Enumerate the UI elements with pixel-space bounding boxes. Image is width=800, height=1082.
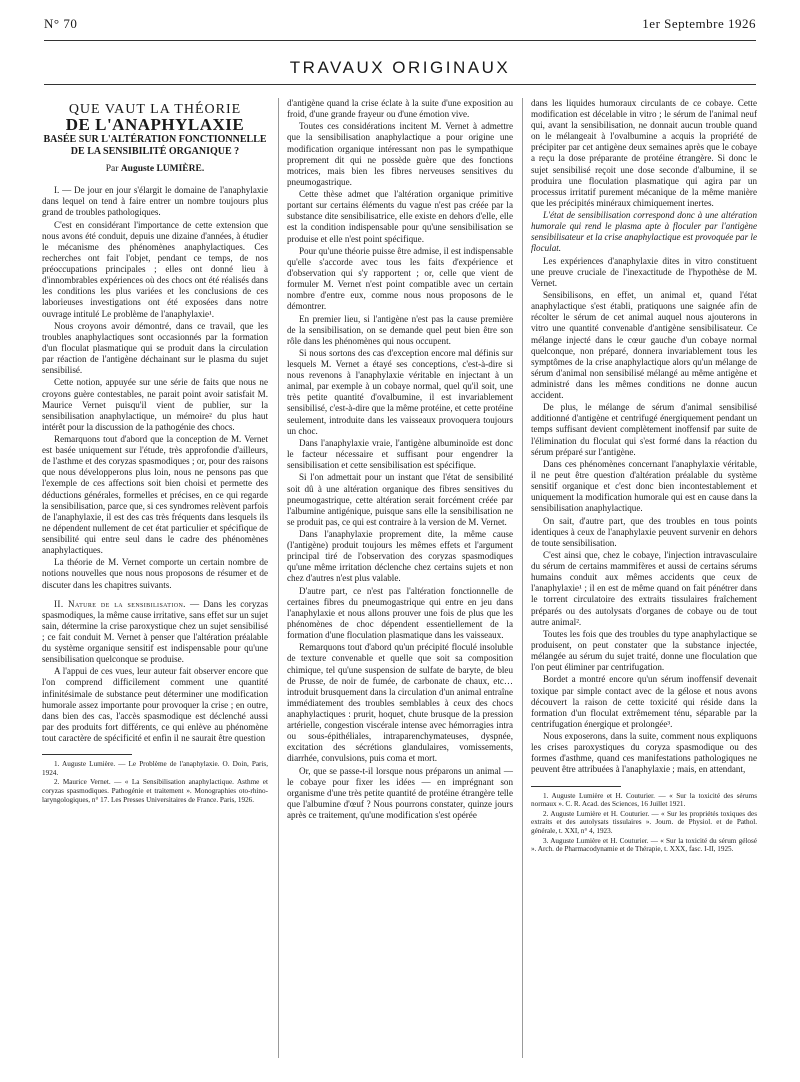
paragraph: Dans l'anaphylaxie vraie, l'antigène albuminoïde est donc le facteur nécessaire et suffisant pour engendrer la sensibilisation et cette sensibilisation est spécifique. — [287, 437, 513, 471]
paragraph: Toutes ces considérations incitent M. Vernet à admettre que la sensibilisation anaphylactique a pour origine une modification organique intéressant non pas le sympathique proprement dit qui ne possède guère que des fonctions motrices, mais bien les fibres nerveuses sensitives du pneumogastrique. — [287, 121, 513, 187]
footnote: 2. Maurice Vernet. — « La Sensibilisation anaphylactique. Asthme et coryzas spasmodiques. Pathogénie et traitement ». Monographies oto-rhino-laryngologiques, n° 17. Les Presses Universitaires de France. Paris, 1926. — [42, 778, 268, 804]
paragraph: C'est ainsi que, chez le cobaye, l'injection intravasculaire du sérum de certains mammifères et aussi de certains sérums humains conduit aux mêmes accidents que ceux de l'anaphylaxie¹ ; il en est de même quand on fait pénétrer dans le torrent circulatoire des extraits tissulaires fraîchement préparés ou des autolysats d'organes de cobaye ou de tout autre animal². — [531, 550, 757, 627]
paragraph: De plus, le mélange de sérum d'animal sensibilisé additionné d'antigène et centrifugé énergiquement pendant un temps suffisant devient complètement inoffensif par suite de l'élimination du floculat qui s'est formé dans la réaction du sérum préparé sur l'antigène. — [531, 402, 757, 457]
footnote: 1. Auguste Lumière et H. Couturier. — « Sur la toxicité des sérums normaux ». C. R. Acad. des Sciences, 16 Juillet 1921. — [531, 791, 757, 809]
footnote-rule — [531, 786, 621, 787]
footnote: 3. Auguste Lumière et H. Couturier. — « Sur la toxicité du sérum gélosé ». Arch. de Pharmacodynamie et de Thérapie, t. XXX, fasc. I-II, 1925. — [531, 836, 757, 854]
paragraph: D'autre part, ce n'est pas l'altération fonctionnelle de certaines fibres du pneumogastrique qui entre en jeu dans l'anaphylaxie et nous allons prouver une fois de plus que les phénomènes de choc dépendent essentiellement de la formation d'une floculation plasmatique dans les vaisseaux. — [287, 585, 513, 641]
paragraph: Remarquons tout d'abord qu'un précipité floculé insoluble de texture convenable et quelle que soit sa composition chimique, tel qu'une suspension de sulfate de baryte, de bleu de Prusse, de noir de fumée, de carbonate de chaux, etc… introduit brusquement dans la circulation d'un animal entraîne immédiatement des troubles semblables à ceux des chocs anaphylactiques : prurit, hoquet, chute brusque de la pression artérielle, congestion viscérale intense avec hémorragies intra ou sous-épithéliales, intraparenchymateuses, dyspnée, excitation des sécrétions glandulaires, vomissements, diarrhée, convulsions, puis coma et mort. — [287, 642, 513, 764]
section-heading: II. Nature de la sensibilisation. — [54, 598, 186, 609]
paragraph: I. — De jour en jour s'élargit le domaine de l'anaphylaxie dans lequel on tend à faire entrer un nombre toujours plus grand de troubles pathologiques. — [42, 185, 268, 218]
paragraph: Sensibilisons, en effet, un animal et, quand l'état anaphylactique s'est établi, pratiquons une saignée afin de récolter le sérum de cet animal auquel nous ajouterons in vitro une quantité convenable d'antigène sensibilisateur. Ce mélange injecté dans le cœur gauche d'un cobaye normal quelconque, non préparé, donnera invariablement tous les symptômes de la crise anaphylactique alors qu'un mélange de sérum d'animal non sensibilisé mélangé au même antigène et administré dans les mêmes conditions ne donne aucun accident. — [531, 290, 757, 400]
section-title: TRAVAUX ORIGINAUX — [289, 58, 511, 77]
issue-number: N° 70 — [44, 16, 78, 31]
column-3 — [531, 98, 757, 854]
article-title-line-1: QUE VAUT LA THÉORIE — [68, 102, 242, 117]
paragraph: La théorie de M. Vernet comporte un certain nombre de notions nouvelles que nous nous proposons de résumer et de discuter dans les chapitres suivants. — [42, 557, 268, 590]
column-2 — [287, 98, 513, 821]
paragraph: Dans l'anaphylaxie proprement dite, la même cause (l'antigène) produit toujours les mêmes effets et l'argument principal tiré de l'observation des coryzas spasmodiques qu'une même irritation déclenche chez certains sujets et non chez d'autres n'est plus valable. — [287, 529, 513, 584]
paragraph: En premier lieu, si l'antigène n'est pas la cause première de la sensibilisation, on se demande quel peut bien être son rôle dans les phénomènes qui nous occupent. — [287, 313, 513, 346]
paragraph: Dans ces phénomènes concernant l'anaphylaxie véritable, il ne peut être question d'altération préalable du système sensitif organique et c'est donc bien incontestablement et uniquement la modification humorale qui est en cause dans la sensibilisation anaphylactique. — [531, 458, 757, 514]
paragraph: Les expériences d'anaphylaxie dites in vitro constituent une preuve cruciale de l'inexactitude de l'hypothèse de M. Vernet. — [531, 255, 757, 288]
paragraph: Nous exposerons, dans la suite, comment nous expliquons les crises paroxystiques du coryza spasmodique ou des formes d'asthme, quand ces manifestations pathologiques ne peuvent être attribuées à l'anaphylaxie ; mais, en attendant, — [531, 731, 757, 775]
column-divider — [522, 98, 523, 1058]
paragraph: Remarquons tout d'abord que la conception de M. Vernet est basée uniquement sur l'étude, très approfondie d'ailleurs, de l'asthme et des coryzas spasmodiques ; or, pour des raisons que nous développerons plus loin, nous ne pensons pas que l'exemple de ces affections soit bien choisi et permette des déductions générales, formelles et précises, en ce qui regarde la sensibilisation, parce que, si ces syndromes relèvent parfois de l'anaphylaxie, il est des cas très fréquents dans lesquels ils ne dépendent nullement de cet état particulier et spécifique de sensibilité qui entre seul dans le cadre des phénomènes anaphylactiques. — [42, 434, 268, 556]
issue-date: 1er Septembre 1926 — [642, 16, 756, 31]
paragraph: Or, que se passe-t-il lorsque nous préparons un animal — le cobaye pour fixer les idées — en imprégnant son organisme d'une très petite quantité de protéine étrangère telle que l'albumine d'œuf ? Nous pourrons constater, quinze jours après ce traitement, qu'une modification s'est opérée — [287, 765, 513, 820]
article-author: Par Auguste LUMIÈRE. — [105, 164, 205, 175]
paragraph: A l'appui de ces vues, leur auteur fait observer encore que l'on comprend difficilement comment une quantité infinitésimale de substance peut déterminer une modification humorale assez importante pour provoquer la crise ; en outre, dans bien des cas, l'accès spasmodique est déclenché aussi par des produits fort différents, ce qui enlève au phénomène tout caractère de spécificité et enfin il ne saurait être question — [42, 666, 268, 743]
paragraph: Si l'on admettait pour un instant que l'état de sensibilité soit dû à une altération organique des fibres sensitives du pneumogastrique, cette altération serait forcément créée par l'albumine antigénique, puisque sans elle la sensibilisation ne se produit pas, ce qui est contraire à la version de M. Vernet. — [287, 472, 513, 527]
footnote: 1. Auguste Lumière. — Le Problème de l'anaphylaxie. O. Doin, Paris, 1924. — [42, 760, 268, 777]
paragraph: Nous croyons avoir démontré, dans ce travail, que les troubles anaphylactiques sont occasionnés par la formation d'un floculat plasmatique qui se produit dans la circulation par réaction de l'antigène déchainant sur le plasma du sujet sensibilisé. — [42, 320, 268, 376]
page-header — [0, 0, 800, 60]
paragraph: Toutes les fois que des troubles du type anaphylactique se produisent, on peut constater que la substance injectée, mélangée au sérum du sujet traité, donne une floculation que l'on peut éliminer par centrifugation. — [531, 628, 757, 673]
article-title-line-2: DE L'ANAPHYLAXIE — [65, 115, 245, 135]
paragraph: On sait, d'autre part, que des troubles en tous points identiques à ceux de l'anaphylaxie peuvent survenir en dehors de toute sensibilisation. — [531, 515, 757, 548]
header-rule — [44, 40, 756, 41]
paragraph: d'antigène quand la crise éclate à la suite d'une exposition au froid, d'une grande frayeur ou d'une émotion vive. — [287, 98, 513, 120]
paragraph: Cette thèse admet que l'altération organique primitive portant sur certains éléments du vague n'est pas créée par la substance dite sensibilisatrice, elle existe en dehors d'elle, elle est la condition indispensable pour qu'une sensibilisation se produise et elle n'est point spécifique. — [287, 189, 513, 244]
paragraph: C'est en considérant l'importance de cette extension que nous avons été conduit, depuis une dizaine d'années, à étudier le mécanisme des phénomènes anaphylactiques. Ces recherches ont fait l'objet, pendant ce temps, de nos préoccupations principales ; elles ont donné lieu à d'innombrables expériences où des chocs ont été réalisés dans les conditions les plus variées et les conclusions de ces laborieuses investigations ont été exposées dans notre ouvrage intitulé Le problème de l'anaphylaxie¹. — [42, 219, 268, 319]
paragraph: II. Nature de la sensibilisation. — Dans les coryzas spasmodiques, la même cause irritative, sans effet sur un sujet sain, détermine la crise paroxystique chez un sujet sensibilisé ; ce fait conduit M. Vernet à penser que l'altération préalable du système organique sensitif est indispensable pour qu'une sensibilisation quelconque se produise. — [42, 598, 268, 665]
paragraph: Bordet a montré encore qu'un sérum inoffensif devenait toxique par simple contact avec de la gélose et nous avons découvert la raison de cette toxicité qui réside dans la formation d'un floculat extrêmement ténu, séparable par la centrifugation énergique et prolongée³. — [531, 674, 757, 729]
paragraph: Si nous sortons des cas d'exception encore mal définis sur lesquels M. Vernet a étayé ses conceptions, c'est-à-dire si nous revenons à l'anaphylaxie véritable en injectant à un animal, par exemple à un cobaye normal, quel qu'il soit, une très petite quantité d'ovalbumine, il est invariablement sensibilisé, c'est-à-dire que la même protéine, et cette protéine seulement, introduite dans les vaisseaux provoquera toujours un choc. — [287, 348, 513, 436]
section-rule — [44, 84, 756, 85]
footnote: 2. Auguste Lumière et H. Couturier. — « Sur les propriétés toxiques des extraits et des autolysats tissulaires ». Journ. de Physiol. et de Pathol. générale, t. XXI, n° 4, 1923. — [531, 809, 757, 836]
article-subtitle: BASÉE SUR L'ALTÉRATION FONCTIONNELLE DE LA SENSIBILITÉ ORGANIQUE ? — [43, 134, 267, 158]
paragraph: Pour qu'une théorie puisse être admise, il est indispensable qu'elle s'accorde avec tous les faits d'expérience et d'observation qui s'y rapportent ; or, celle que vient de formuler M. Vernet n'est point compatible avec un certain nombre d'entre eux, comme nous nous proposons de le démontrer. — [287, 245, 513, 312]
paragraph: Cette notion, appuyée sur une série de faits que nous ne croyons guère contestables, ne parait point avoir satisfait M. Maurice Vernet puisqu'il vient de publier, sur la sensibilisation anaphylactique, un mémoire² du plus haut intérêt pour la discussion de la pathogénie des chocs. — [42, 377, 268, 432]
column-divider — [278, 98, 279, 1058]
column-1 — [42, 98, 268, 804]
paragraph: dans les liquides humoraux circulants de ce cobaye. Cette modification est décelable in vitro ; le sérum de l'animal neuf qui, avant la sensibilisation, ne donnait aucun trouble quand on le mélangeait à l'ovalbumine a acquis la propriété de précipiter par cet antigène deux semaines après que le cobaye a reçu la dose préparante de protéine étrangère. Si donc le sujet sensibilisé reçoit une dose seconde d'albumine, il se produira une floculation plasmatique qui agira par un processus irritatif purement mécanique de la même manière que les précipités minéraux chimiquement inertes. — [531, 98, 757, 208]
paragraph: L'état de sensibilisation correspond donc à une altération humorale qui rend le plasma apte à floculer par l'antigène sensibilisateur et la crise anaphylactique est provoquée par le floculat. — [531, 210, 757, 254]
footnote-rule — [42, 754, 132, 755]
